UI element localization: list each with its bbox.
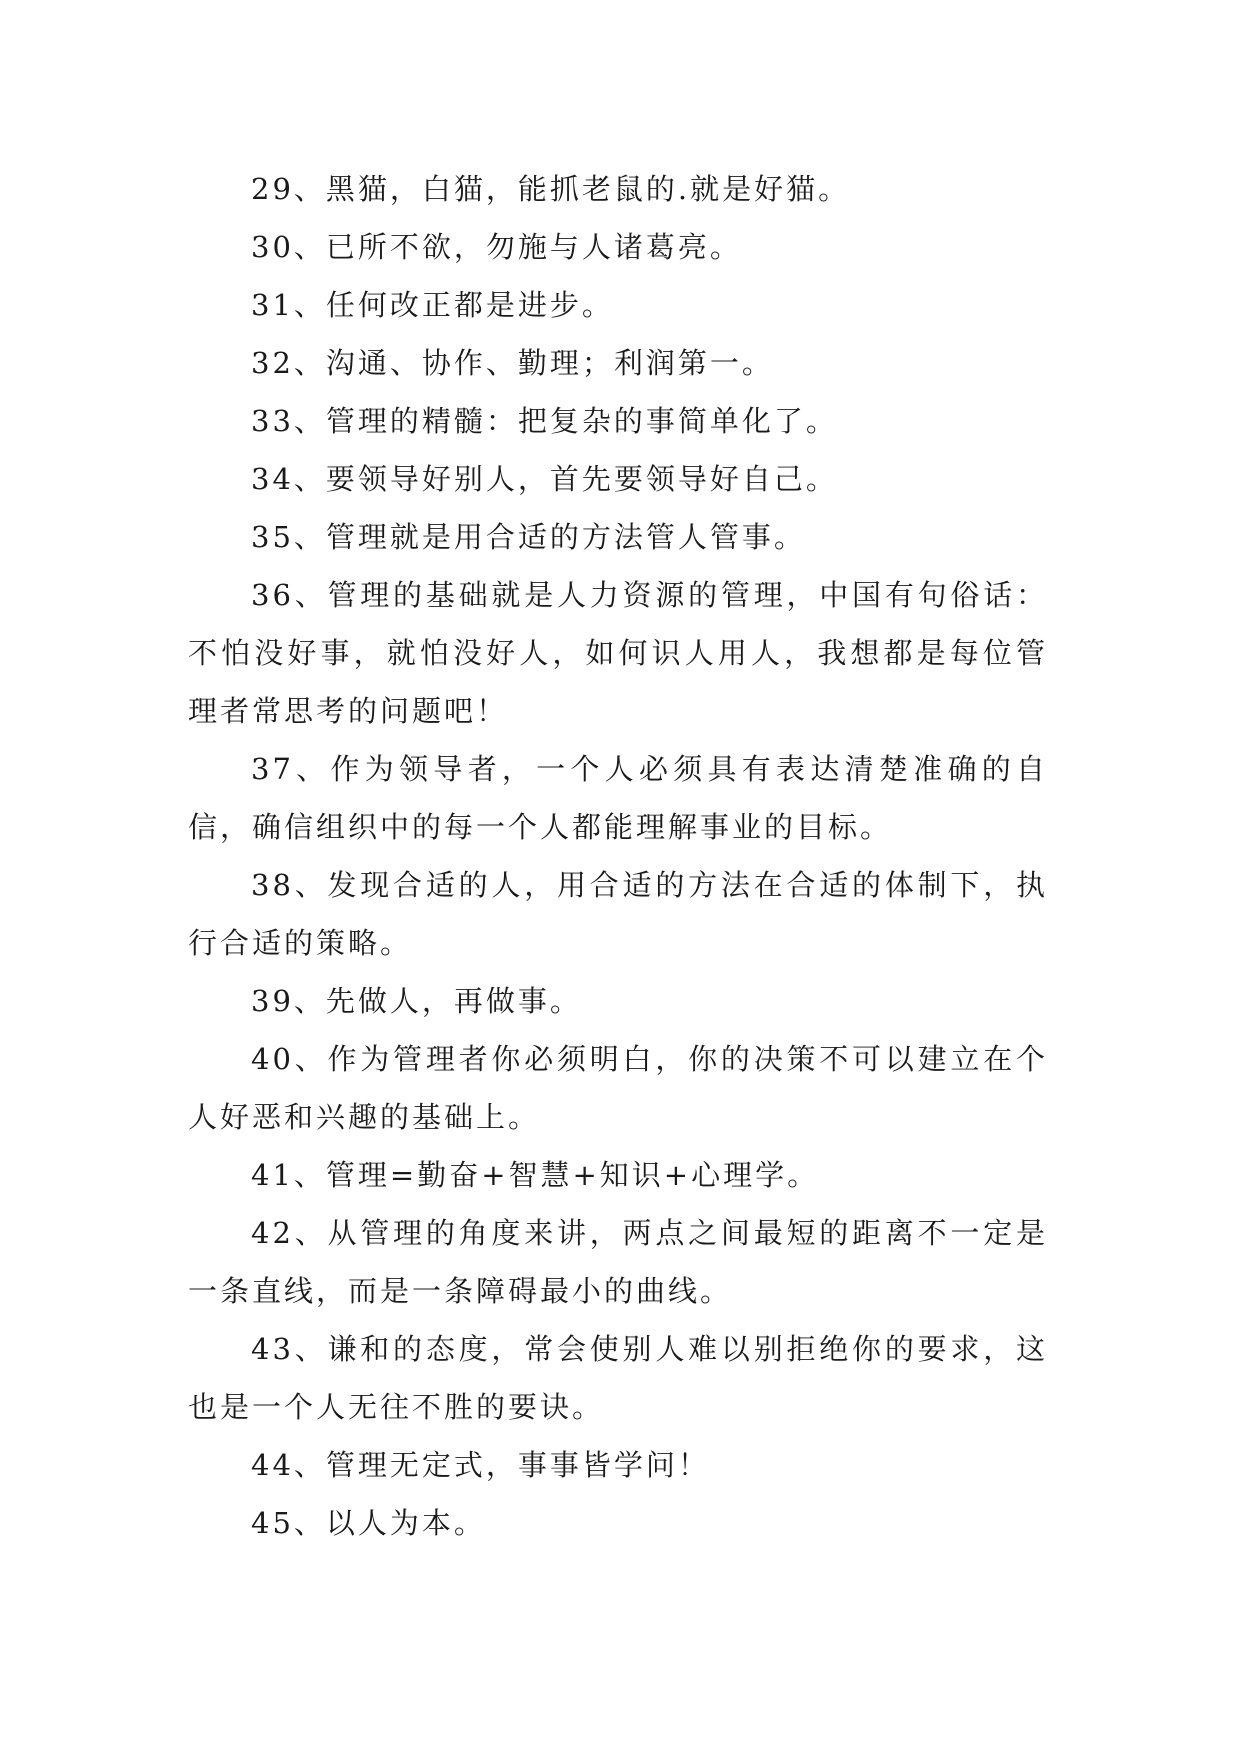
paragraph-40: 40、作为管理者你必须明白，你的决策不可以建立在个人好恶和兴趣的基础上。	[188, 1042, 1048, 1134]
paragraph-43: 43、谦和的态度，常会使别人难以别拒绝你的要求，这也是一个人无往不胜的要诀。	[188, 1332, 1048, 1424]
paragraph-35: 35、管理就是用合适的方法管人管事。	[251, 520, 806, 554]
paragraph-45: 45、以人为本。	[251, 1506, 486, 1540]
paragraph-38: 38、发现合适的人，用合适的方法在合适的体制下，执行合适的策略。	[188, 868, 1048, 960]
document-body	[188, 160, 1048, 1552]
paragraph-42: 42、从管理的角度来讲，两点之间最短的距离不一定是一条直线，而是一条障碍最小的曲线。	[188, 1216, 1048, 1308]
paragraph-44: 44、管理无定式，事事皆学问！	[251, 1448, 710, 1482]
paragraph-31: 31、任何改正都是进步。	[251, 288, 614, 322]
paragraph-33: 33、管理的精髓：把复杂的事简单化了。	[251, 404, 838, 438]
paragraph-39: 39、先做人，再做事。	[251, 984, 582, 1018]
paragraph-34: 34、要领导好别人，首先要领导好自己。	[251, 462, 838, 496]
paragraph-41: 41、管理=勤奋+智慧+知识+心理学。	[251, 1158, 820, 1192]
paragraph-37: 37、作为领导者，一个人必须具有表达清楚准确的自信，确信组织中的每一个人都能理解事业的目标。	[188, 752, 1048, 844]
paragraph-30: 30、已所不欲，勿施与人诸葛亮。	[251, 230, 742, 264]
paragraph-36: 36、管理的基础就是人力资源的管理，中国有句俗话：不怕没好事，就怕没好人，如何识人用人，我想都是每位管理者常思考的问题吧！	[188, 578, 1048, 728]
paragraph-29: 29、黑猫，白猫，能抓老鼠的.就是好猫。	[251, 172, 851, 206]
paragraph-32: 32、沟通、协作、勤理；利润第一。	[251, 346, 774, 380]
